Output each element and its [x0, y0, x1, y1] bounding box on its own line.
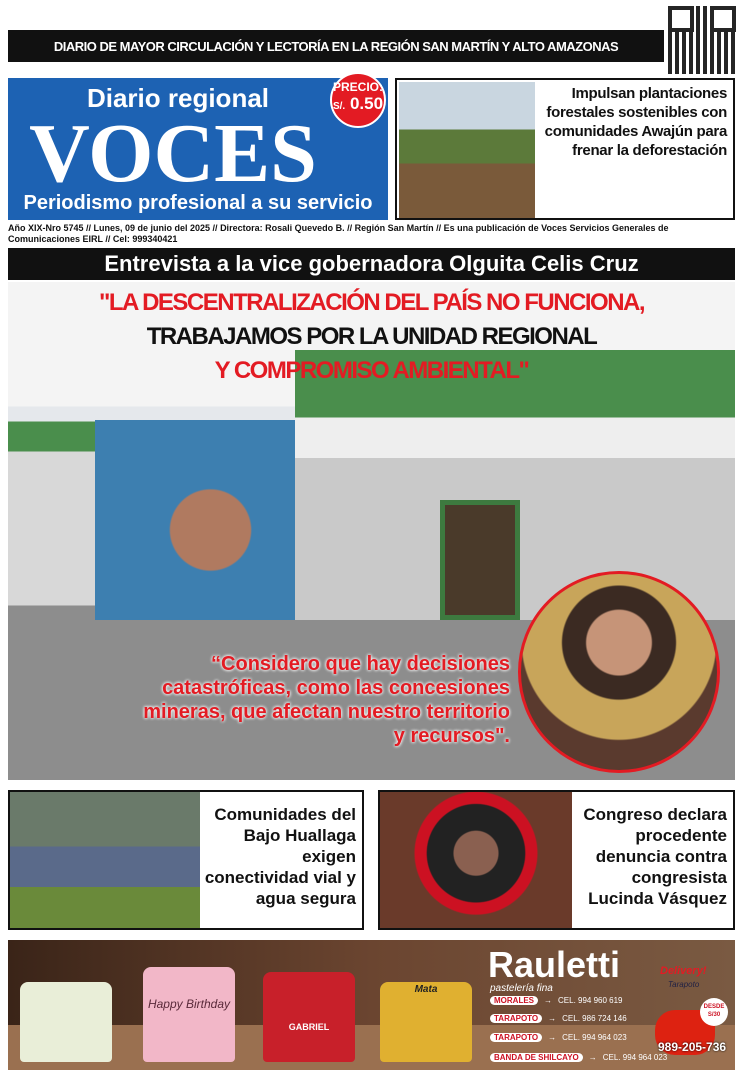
- main-quote: “Considero que hay decisiones catastróficas, como las concesiones mineras, que afectan nuestro territorio y recursos".: [143, 653, 510, 747]
- issue-info: Año XIX-Nro 5745 // Lunes, 09 de junio del 2025 // Directora: Rosali Quevedo B. // Región San Martín // Es una publicación de Voces Servicios Generales de Comunicaciones EIRL // Cel: 999340421: [8, 223, 669, 244]
- qr-code-icon[interactable]: [668, 6, 736, 74]
- price-badge: [330, 72, 386, 128]
- secondary-story[interactable]: [378, 790, 735, 930]
- main-headline-line1[interactable]: "LA DESCENTRALIZACIÓN DEL PAÍS NO FUNCIONA,: [98, 289, 645, 316]
- main-headline-line3[interactable]: Y COMPROMISO AMBIENTAL": [214, 357, 529, 384]
- main-headline-line2[interactable]: TRABAJAMOS POR LA UNIDAD REGIONAL: [146, 323, 597, 350]
- delivery-city: Tarapoto: [668, 980, 700, 989]
- cake-image: [263, 972, 355, 1062]
- branch-phone: CEL. 994 964 023: [602, 1053, 668, 1062]
- ad-subtitle: pastelería fina: [490, 983, 553, 994]
- masthead-tagline: DIARIO DE MAYOR CIRCULACIÓN Y LECTORÍA EN LA REGIÓN SAN MARTÍN Y ALTO AMAZONAS: [8, 30, 664, 62]
- cake-image: [20, 982, 112, 1062]
- price-label: PRECIO:: [332, 80, 383, 94]
- secondary-story[interactable]: [8, 790, 364, 930]
- branch-row: MORALES → CEL. 994 960 619: [490, 996, 623, 1005]
- branch-name: TARAPOTO: [490, 1033, 542, 1042]
- top-story[interactable]: [395, 78, 735, 220]
- branch-name: BANDA DE SHILCAYO: [490, 1053, 583, 1062]
- top-story-photo: [399, 82, 535, 218]
- desde-badge: DESDE S/30: [700, 998, 728, 1026]
- ad-wood-background: [8, 1025, 735, 1070]
- branch-row: BANDA DE SHILCAYO → CEL. 994 964 023: [490, 1053, 667, 1062]
- ad-brand: Rauletti: [488, 944, 621, 985]
- branch-phone: CEL. 994 964 023: [562, 1033, 627, 1042]
- story-photo: [380, 792, 572, 928]
- portrait-photo: [518, 571, 720, 773]
- logo-slogan: Periodismo profesional a su servicio: [23, 192, 373, 214]
- cake-image: [380, 982, 472, 1062]
- cake-label: GABRIEL: [288, 1022, 330, 1032]
- branch-row: TARAPOTO → CEL. 994 964 023: [490, 1033, 627, 1042]
- delivery-phone: 989-205-736: [658, 1040, 727, 1054]
- branch-row: TARAPOTO → CEL. 986 724 146: [490, 1014, 627, 1023]
- price-value: 0.50: [349, 94, 384, 113]
- top-story-headline[interactable]: Impulsan plantaciones forestales sostenibles con comunidades Awajún para frenar la deforestación: [544, 85, 727, 159]
- branch-phone: CEL. 994 960 619: [558, 996, 623, 1005]
- price-currency: S/.: [332, 101, 346, 112]
- main-kicker: Entrevista a la vice gobernadora Olguita Celis Cruz: [8, 248, 735, 280]
- door-image: [440, 500, 520, 620]
- advertisement[interactable]: [8, 940, 735, 1070]
- cake-label: Mata: [414, 984, 438, 995]
- story-headline[interactable]: Congreso declara procedente denuncia contra congresista Lucinda Vásquez: [583, 805, 727, 908]
- logo-top: Diario regional: [86, 83, 270, 113]
- story-photo: [10, 792, 200, 928]
- logo-main: VOCES: [29, 107, 317, 200]
- delivery-label: Delivery!: [660, 965, 707, 977]
- main-headline: [8, 288, 735, 386]
- cake-label: Happy Birthday: [147, 997, 231, 1011]
- mural-image: [95, 420, 305, 620]
- story-headline[interactable]: Comunidades del Bajo Huallaga exigen conectividad vial y agua segura: [204, 805, 356, 908]
- branch-name: MORALES: [490, 996, 538, 1005]
- cake-image: [143, 967, 235, 1062]
- branch-name: TARAPOTO: [490, 1014, 542, 1023]
- branch-phone: CEL. 986 724 146: [562, 1014, 627, 1023]
